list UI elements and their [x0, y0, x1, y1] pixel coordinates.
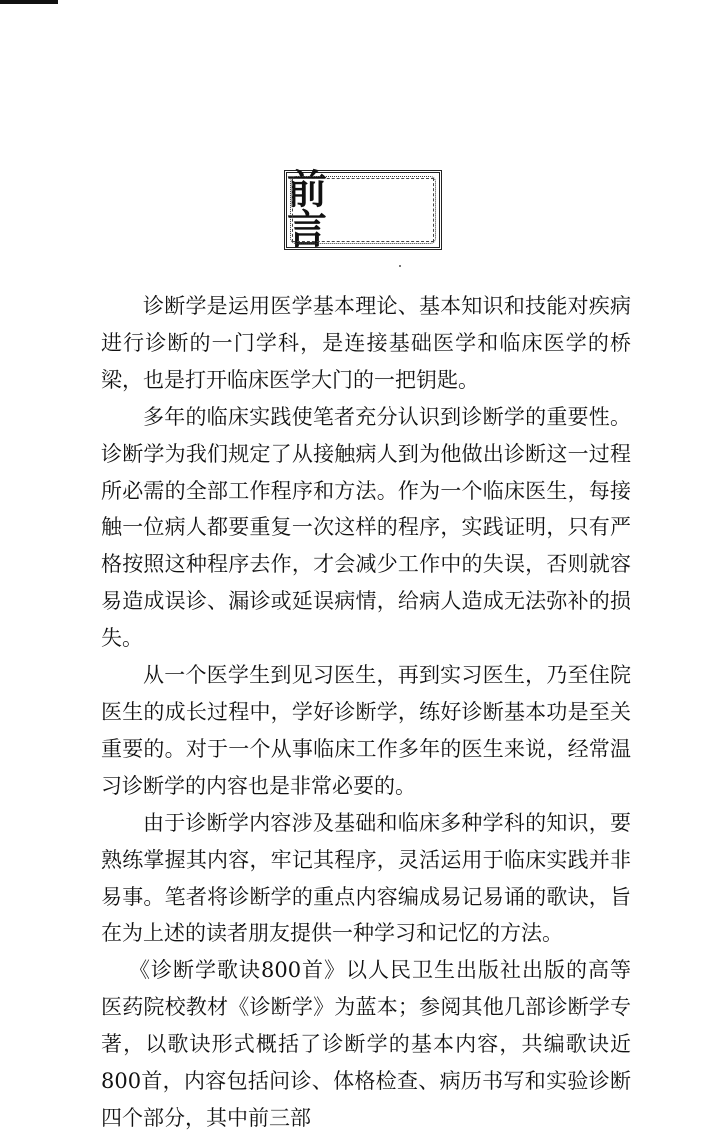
speck — [399, 265, 401, 267]
paragraph-4: 由于诊断学内容涉及基础和临床多种学科的知识，要熟练掌握其内容，牢记其程序，灵活运用于临床实践并非易事。笔者将诊断学的重点内容编成易记易诵的歌诀，旨在为上述的读者朋友提供一种学习和记忆的方法。 — [101, 810, 631, 946]
paragraph-3: 从一个医学生到见习医生，再到实习医生，乃至住院医生的成长过程中，学好诊断学，练好诊断基本功是至关重要的。对于一个从事临床工作多年的医生来说，经常温习诊断学的内容也是非常必要的。 — [101, 663, 631, 798]
title-frame — [284, 167, 442, 253]
scan-edge-mark — [0, 0, 58, 4]
paragraph-5: 《诊断学歌诀800首》以人民卫生出版社出版的高等医药院校教材《诊断学》为蓝本；参阅其他几部诊断学专著，以歌诀形式概括了诊断学的基本内容，共编歌诀近800首，内容包括问诊、体格检查、病历书写和实验诊断四个部分，其中前三部 — [101, 958, 631, 1130]
paragraph-1: 诊断学是运用医学基本理论、基本知识和技能对疾病进行诊断的一门学科，是连接基础医学和临床医学的桥梁，也是打开临床医学大门的一把钥匙。 — [101, 294, 631, 392]
page-title: 前 言 — [287, 167, 357, 253]
preface-body — [101, 288, 631, 1137]
paragraph-2: 多年的临床实践使笔者充分认识到诊断学的重要性。诊断学为我们规定了从接触病人到为他做出诊断这一过程所必需的全部工作程序和方法。作为一个临床医生，每接触一位病人都要重复一次这样的程序，实践证明，只有严格按照这种程序去作，才会减少工作中的失误，否则就容易造成误诊、漏诊或延误病情，给病人造成无法弥补的损失。 — [101, 404, 631, 651]
